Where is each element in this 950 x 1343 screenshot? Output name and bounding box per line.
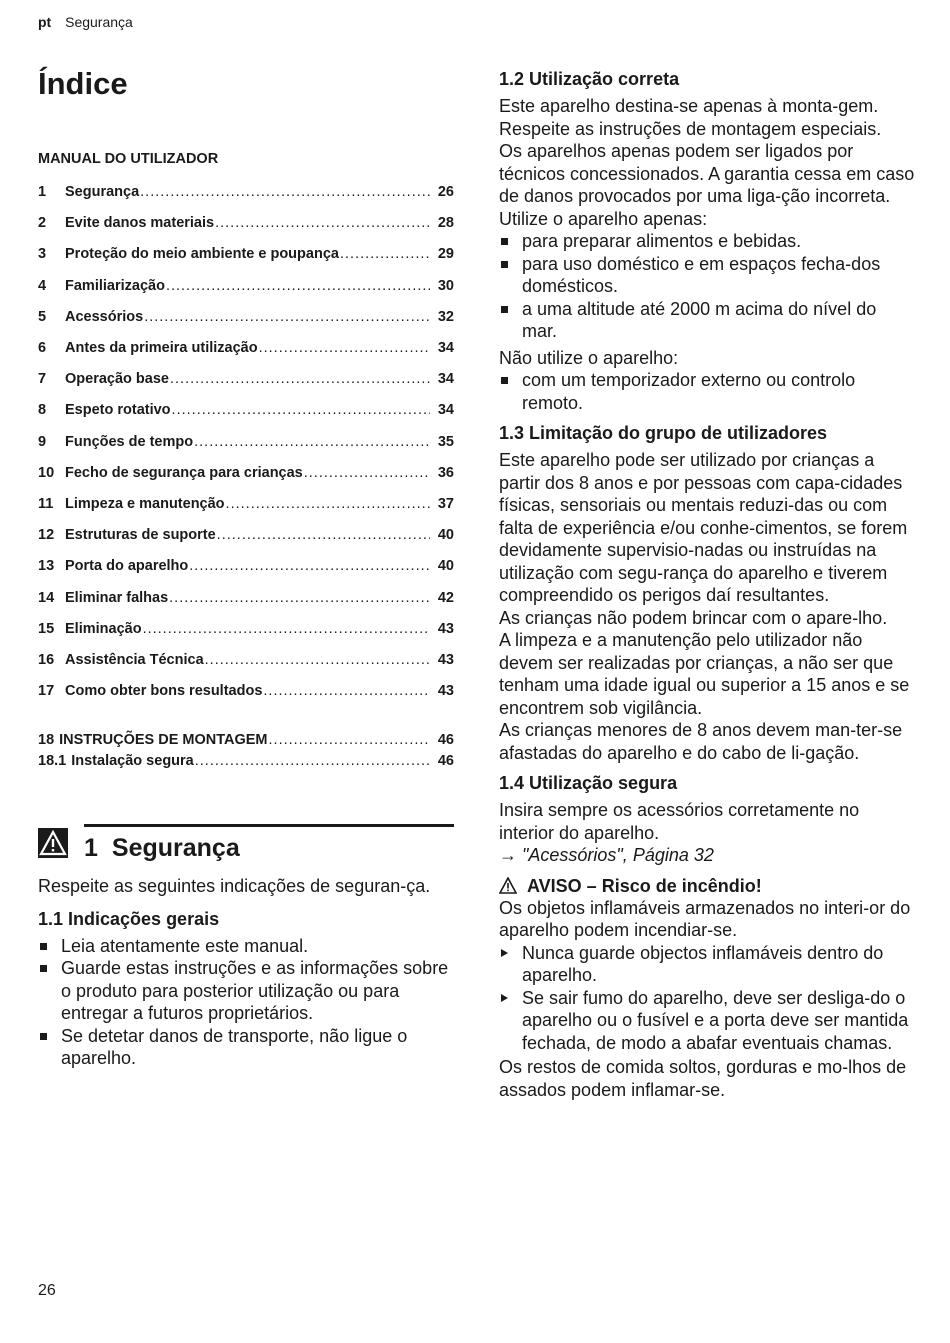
toc-entry-number: 10 bbox=[38, 464, 55, 481]
page-header bbox=[38, 14, 133, 30]
warning-icon bbox=[38, 828, 68, 858]
toc-leader-dots bbox=[304, 465, 430, 481]
list-item: Nunca guarde objectos inflamáveis dentro do aparelho. bbox=[499, 942, 915, 987]
toc-entry[interactable] bbox=[38, 621, 454, 641]
toc-heading: MANUAL DO UTILIZADOR bbox=[38, 151, 219, 167]
toc-entry-number: 9 bbox=[38, 433, 47, 450]
toc-entry[interactable] bbox=[38, 753, 454, 773]
list-item: com um temporizador externo ou controlo remoto. bbox=[499, 369, 915, 414]
language-code: pt bbox=[38, 14, 52, 30]
toc-entry-number: 16 bbox=[38, 652, 55, 668]
toc-entry-title: Espeto rotativo bbox=[65, 402, 171, 419]
toc-entry-page: 29 bbox=[437, 246, 454, 263]
toc-entry-page: 40 bbox=[437, 558, 454, 575]
toc-leader-dots bbox=[259, 340, 430, 356]
paragraph: Este aparelho destina-se apenas à monta-gem. Respeite as instruções de montagem especiais. bbox=[499, 96, 882, 139]
subsection-heading-1-3: 1.3 Limitação do grupo de utilizadores bbox=[499, 423, 828, 443]
toc-entry-page: 28 bbox=[437, 215, 454, 232]
toc-entry-page: 37 bbox=[437, 496, 454, 512]
subsection-heading-1-2: 1.2 Utilização correta bbox=[499, 69, 680, 89]
toc-entry-number: 13 bbox=[38, 558, 55, 575]
toc-leader-dots bbox=[205, 652, 430, 668]
toc-leader-dots bbox=[340, 246, 430, 262]
toc-entry-number: 5 bbox=[38, 308, 47, 325]
toc-entry[interactable] bbox=[38, 465, 454, 485]
list-item: Guarde estas instruções e as informações sobre o produto para posterior utilização ou para entregar a futuros proprietários. bbox=[38, 957, 454, 1025]
toc-entry-page: 34 bbox=[437, 371, 454, 388]
paragraph: Não utilize o aparelho: bbox=[499, 347, 679, 368]
toc-entry-number: 18.1 bbox=[38, 752, 67, 769]
toc-leader-dots bbox=[143, 621, 430, 637]
toc-entry[interactable] bbox=[38, 652, 454, 672]
toc-entry[interactable] bbox=[38, 278, 454, 298]
toc-entry[interactable] bbox=[38, 496, 454, 516]
toc-entry-number: 2 bbox=[38, 215, 47, 232]
toc-entry-number: 14 bbox=[38, 589, 55, 606]
toc-entry-title: Assistência Técnica bbox=[65, 652, 204, 668]
section-heading bbox=[84, 834, 240, 863]
list-item: Se detetar danos de transporte, não ligue o aparelho. bbox=[38, 1025, 454, 1070]
toc-entry-title: Acessórios bbox=[65, 308, 144, 325]
toc-entry-page: 40 bbox=[437, 527, 454, 544]
toc-entry[interactable] bbox=[38, 215, 454, 235]
toc-entry-title: Porta do aparelho bbox=[65, 558, 189, 575]
paragraph: A limpeza e a manutenção pelo utilizador não devem ser realizadas por crianças, a não ser que tenham uma idade igual ou superior a 15 anos e se encontrem sob vigilância. bbox=[499, 630, 910, 718]
toc-entry-page: 43 bbox=[437, 652, 454, 668]
toc-entry-title: Instalação segura bbox=[71, 752, 194, 769]
toc-entry-page: 42 bbox=[437, 589, 454, 606]
toc-entry-title: Eliminar falhas bbox=[65, 589, 169, 606]
toc-leader-dots bbox=[269, 732, 430, 748]
toc-entry-page: 34 bbox=[437, 340, 454, 356]
section-number: 1 bbox=[84, 834, 98, 862]
list-item: Se sair fumo do aparelho, deve ser desliga-do o aparelho ou o fusível e a porta deve ser mantida fechada, de modo a abafar eventuais chamas. bbox=[499, 987, 915, 1055]
toc-entry[interactable] bbox=[38, 590, 454, 610]
list-item: Leia atentamente este manual. bbox=[38, 935, 454, 958]
toc-entry-title: Operação base bbox=[65, 371, 169, 388]
toc-leader-dots bbox=[194, 434, 430, 450]
list-item: a uma altitude até 2000 m acima do nível do mar. bbox=[499, 298, 915, 343]
paragraph: As crianças menores de 8 anos devem man-ter-se afastadas do aparelho e do cabo de li-gação. bbox=[499, 720, 903, 763]
page-number: 26 bbox=[38, 1282, 56, 1299]
subsection-heading-1-1: 1.1 Indicações gerais bbox=[38, 908, 220, 929]
right-content bbox=[499, 68, 915, 1101]
usage-list bbox=[499, 230, 915, 343]
toc-entry-page: 46 bbox=[437, 732, 454, 748]
paragraph: Os restos de comida soltos, gorduras e mo-lhos de assados podem inflamar-se. bbox=[499, 1057, 907, 1100]
section-intro: Respeite as seguintes indicações de seguran-ça. bbox=[38, 876, 431, 896]
toc-entry[interactable] bbox=[38, 184, 454, 204]
toc-entry-title: Como obter bons resultados bbox=[65, 683, 263, 700]
toc-leader-dots bbox=[144, 309, 430, 325]
subsection-heading-1-4: 1.4 Utilização segura bbox=[499, 773, 678, 793]
cross-reference-link[interactable]: → "Acessórios", Página 32 bbox=[499, 845, 714, 865]
toc-entry[interactable] bbox=[38, 558, 454, 578]
paragraph: Insira sempre os acessórios corretamente no interior do aparelho. bbox=[499, 800, 860, 843]
index-title: Índice bbox=[38, 66, 128, 101]
warning-heading bbox=[499, 875, 915, 897]
toc-leader-dots bbox=[140, 184, 430, 200]
toc-entry-title: Fecho de segurança para crianças bbox=[65, 464, 303, 481]
toc-entry-number: 3 bbox=[38, 246, 47, 263]
section-title: Segurança bbox=[111, 834, 240, 862]
toc-leader-dots bbox=[195, 753, 430, 769]
toc-entry-title: INSTRUÇÕES DE MONTAGEM bbox=[59, 732, 268, 748]
toc-entry-title: Proteção do meio ambiente e poupança bbox=[65, 246, 339, 263]
toc-entry[interactable] bbox=[38, 371, 454, 391]
toc-entry-number: 1 bbox=[38, 184, 47, 200]
warning-triangle-icon bbox=[499, 877, 517, 894]
toc-entry-page: 30 bbox=[437, 277, 454, 294]
toc-entry-number: 4 bbox=[38, 277, 47, 294]
toc-entry-title: Segurança bbox=[65, 184, 140, 200]
toc-entry-title: Estruturas de suporte bbox=[65, 527, 216, 544]
toc-entry[interactable] bbox=[38, 434, 454, 454]
toc-leader-dots bbox=[169, 590, 430, 606]
toc-entry-page: 43 bbox=[437, 683, 454, 700]
toc-entry-number: 8 bbox=[38, 402, 47, 419]
section-rule bbox=[84, 824, 454, 827]
list-item: para uso doméstico e em espaços fecha-dos domésticos. bbox=[499, 253, 915, 298]
toc-entry[interactable] bbox=[38, 340, 454, 360]
toc-entry-page: 36 bbox=[437, 464, 454, 481]
toc-entry-number: 6 bbox=[38, 340, 47, 356]
paragraph: As crianças não podem brincar com o apare-lho. bbox=[499, 607, 888, 628]
warning-title: AVISO – Risco de incêndio! bbox=[527, 875, 762, 896]
toc-leader-dots bbox=[189, 558, 430, 574]
toc-leader-dots bbox=[217, 527, 430, 543]
toc-entry[interactable] bbox=[38, 732, 454, 752]
toc-entry-page: 35 bbox=[437, 433, 454, 450]
paragraph: Utilize o aparelho apenas: bbox=[499, 208, 708, 229]
toc-leader-dots bbox=[166, 278, 430, 294]
header-section: Segurança bbox=[65, 14, 133, 30]
toc-entry-number: 7 bbox=[38, 371, 47, 388]
toc-entry-page: 32 bbox=[437, 308, 454, 325]
toc-entry-title: Eliminação bbox=[65, 620, 142, 637]
paragraph: Os objetos inflamáveis armazenados no interi-or do aparelho podem incendiar-se. bbox=[499, 897, 911, 940]
toc-entry-title: Familiarização bbox=[65, 277, 165, 294]
toc-entry-title: Funções de tempo bbox=[65, 433, 194, 450]
toc-entry-number: 12 bbox=[38, 527, 55, 544]
toc-leader-dots bbox=[172, 402, 430, 418]
toc-entry-title: Antes da primeira utilização bbox=[65, 340, 258, 356]
toc-entry-number: 18 bbox=[38, 732, 55, 748]
toc-entry-page: 43 bbox=[437, 620, 454, 637]
paragraph: Este aparelho pode ser utilizado por crianças a partir dos 8 anos e por pessoas com capa-cidades físicas, sensoriais ou mentais reduzi-das ou com falta de experiência e/ou conhe-cimentos, se forem devidamente supervisio-nadas ou instruídas na utilização com segu-rança do aparelho e tiverem compreendido os perigos daí resultantes. bbox=[499, 450, 908, 605]
section-content bbox=[38, 875, 454, 1070]
toc-entry[interactable] bbox=[38, 402, 454, 422]
toc-entry-page: 26 bbox=[437, 184, 454, 200]
toc-leader-dots bbox=[226, 496, 430, 512]
toc-leader-dots bbox=[263, 683, 430, 699]
toc-entry[interactable] bbox=[38, 683, 454, 703]
prohibited-usage-list bbox=[499, 369, 915, 414]
toc-entry-number: 15 bbox=[38, 620, 55, 637]
toc-entry-number: 11 bbox=[38, 496, 54, 512]
toc-entry[interactable] bbox=[38, 246, 454, 266]
toc-entry[interactable] bbox=[38, 309, 454, 329]
toc-leader-dots bbox=[170, 371, 430, 387]
paragraph: Os aparelhos apenas podem ser ligados por técnicos concessionados. A garantia cessa em caso de danos provocados por uma liga-ção incorreta. bbox=[499, 141, 915, 206]
toc-entry[interactable] bbox=[38, 527, 454, 547]
warning-steps-list bbox=[499, 942, 915, 1055]
list-item: para preparar alimentos e bebidas. bbox=[499, 230, 915, 253]
toc-leader-dots bbox=[215, 215, 430, 231]
toc-entry-title: Limpeza e manutenção bbox=[65, 496, 225, 512]
toc-entry-page: 46 bbox=[437, 752, 454, 769]
toc-entry-number: 17 bbox=[38, 683, 55, 700]
toc-entry-page: 34 bbox=[437, 402, 454, 419]
toc-entry-title: Evite danos materiais bbox=[65, 215, 215, 232]
general-instructions-list bbox=[38, 935, 454, 1070]
